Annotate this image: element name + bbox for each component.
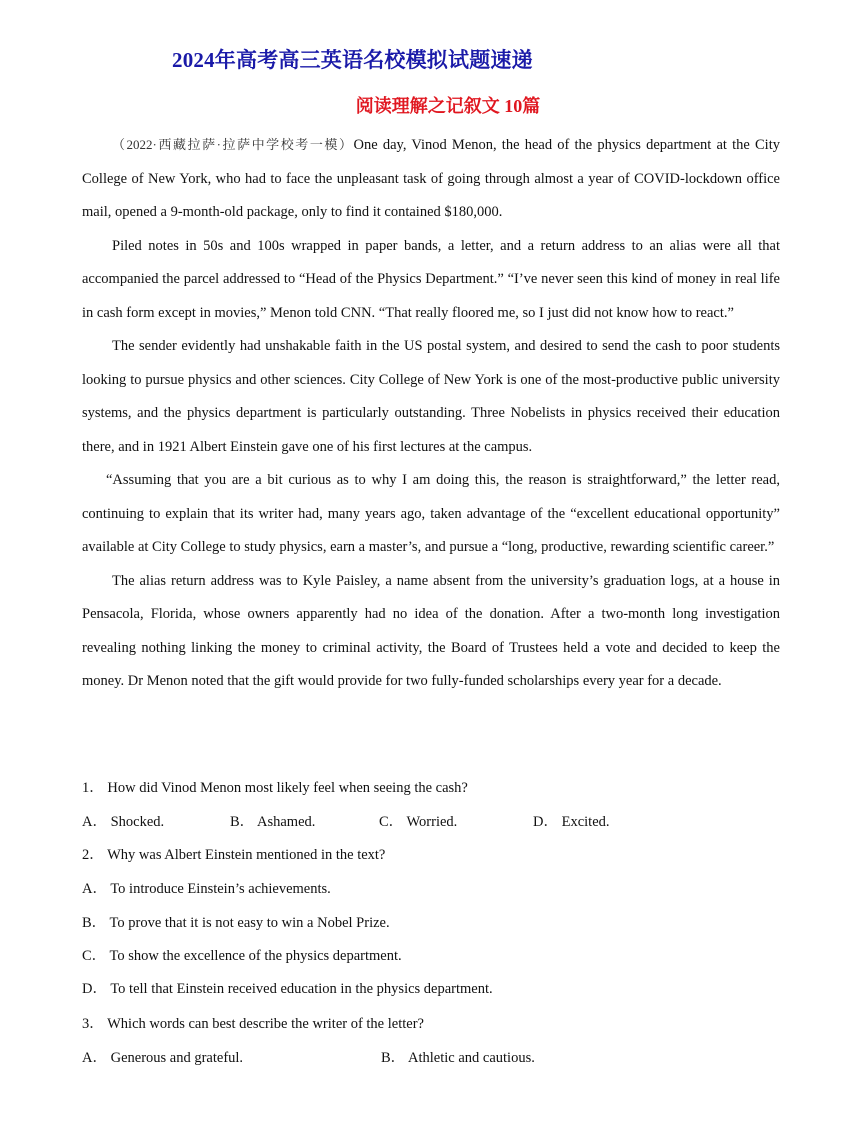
question-1-option-a[interactable]: A． Shocked. <box>82 814 165 830</box>
passage-paragraph-2: Piled notes in 50s and 100s wrapped in paper bands, a letter, and a return address to an alias were all that accompanied the parcel addressed to “Head of the Physics Department.” “I’ve never seen this kind of money in real life in cash form except in movies,” Menon told CNN. “That really floored me, so I just did not know how to react.” <box>82 237 780 321</box>
question-1-option-d[interactable]: D． Excited. <box>533 814 610 830</box>
question-2-option-a[interactable]: A． To introduce Einstein’s achievements. <box>82 881 331 897</box>
passage-source: （2022·西藏拉萨·拉萨中学校考一模） <box>112 137 354 152</box>
question-2-stem: 2． Why was Albert Einstein mentioned in the text? <box>82 847 386 863</box>
question-3-option-a[interactable]: A． Generous and grateful. <box>82 1050 244 1066</box>
question-1-option-c[interactable]: C． Worried. <box>379 814 458 830</box>
document-subtitle: 阅读理解之记叙文 10篇 <box>355 96 541 116</box>
question-3-option-b[interactable]: B． Athletic and cautious. <box>381 1050 535 1066</box>
passage-paragraph-3: The sender evidently had unshakable faith in the US postal system, and desired to send the cash to poor students looking to pursue physics and other sciences. City College of New York is one of the most-productive public university systems, and the physics department is particularly outstanding. Three Nobelists in physics received their education there, and in 1921 Albert Einstein gave one of his first lectures at the campus. <box>82 338 780 455</box>
question-1-stem: 1． How did Vinod Menon most likely feel when seeing the cash? <box>82 780 468 796</box>
passage <box>82 128 780 699</box>
passage-paragraph-4: “Assuming that you are a bit curious as to why I am doing this, the reason is straightforward,” the letter read, continuing to explain that its writer had, many years ago, taken advantage of the “excellent educational opportunity” available at City College to study physics, earn a master’s, and pursue a “long, productive, rewarding scientific career.” <box>82 472 780 555</box>
question-3-stem: 3． Which words can best describe the writer of the letter? <box>82 1016 424 1032</box>
question-2-option-b[interactable]: B． To prove that it is not easy to win a Nobel Prize. <box>82 915 390 931</box>
passage-paragraph-1 <box>82 128 780 230</box>
question-2-option-d[interactable]: D． To tell that Einstein received education in the physics department. <box>82 981 493 997</box>
question-1-option-b[interactable]: B． Ashamed. <box>230 814 316 830</box>
question-2-option-c[interactable]: C． To show the excellence of the physics department. <box>82 948 402 964</box>
passage-paragraph-5: The alias return address was to Kyle Paisley, a name absent from the university’s graduation logs, at a house in Pensacola, Florida, whose owners apparently had no idea of the donation. After a two-month long investigation revealing nothing linking the money to criminal activity, the Board of Trustees held a vote and decided to keep the money. Dr Menon noted that the gift would provide for two fully-funded scholarships every year for a decade. <box>82 572 780 689</box>
document-title: 2024年高考高三英语名校模拟试题速递 <box>172 48 533 72</box>
passage-p1-text: One day, Vinod Menon, the head of the physics department at the City College of New York, who had to face the unpleasant task of going through almost a year of COVID-lockdown office mail, opened a 9-month-old package, only to find it contained $180,000. <box>82 137 780 220</box>
